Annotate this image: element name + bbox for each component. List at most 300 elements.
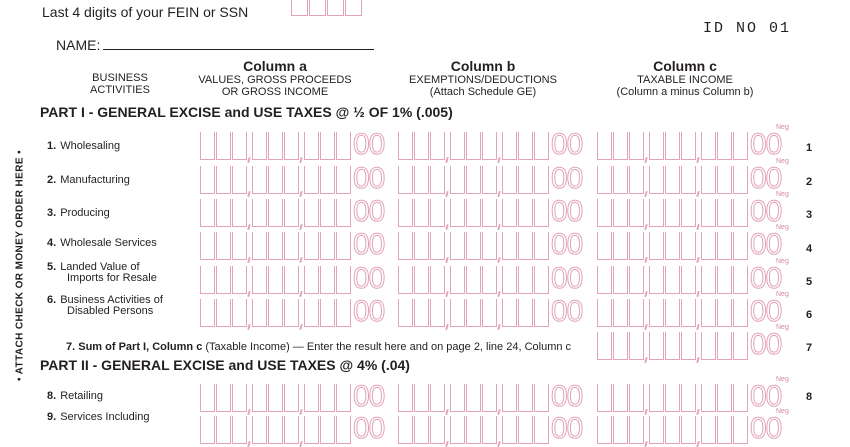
digit-box[interactable] bbox=[466, 232, 481, 260]
digit-box[interactable] bbox=[450, 132, 465, 160]
column-a-amount-field[interactable] bbox=[200, 412, 384, 444]
column-c-amount-field[interactable] bbox=[597, 412, 781, 444]
digit-box[interactable] bbox=[268, 132, 283, 160]
digit-box[interactable] bbox=[398, 132, 413, 160]
name-field[interactable] bbox=[103, 49, 374, 50]
digit-box[interactable] bbox=[284, 416, 299, 444]
digit-box[interactable] bbox=[681, 166, 696, 194]
column-b-sub2: (Attach Schedule GE) bbox=[429, 86, 537, 98]
digit-box[interactable] bbox=[320, 199, 335, 227]
cents-zeros: 00 bbox=[353, 128, 385, 161]
digit-box[interactable] bbox=[466, 266, 481, 294]
line-8-label bbox=[47, 391, 103, 402]
digit-box[interactable] bbox=[304, 199, 319, 227]
digit-box[interactable] bbox=[284, 132, 299, 160]
digit-box[interactable] bbox=[665, 199, 680, 227]
digit-box[interactable] bbox=[733, 132, 748, 160]
right-line-number: 6 bbox=[806, 309, 813, 321]
digit-box[interactable] bbox=[629, 232, 644, 260]
column-c-amount-field[interactable] bbox=[597, 195, 781, 227]
digit-box[interactable] bbox=[398, 416, 413, 444]
digit-box[interactable] bbox=[252, 232, 267, 260]
digit-box[interactable] bbox=[284, 266, 299, 294]
thousands-separator bbox=[697, 332, 701, 360]
digit-box[interactable] bbox=[665, 384, 680, 412]
column-c-amount-field[interactable] bbox=[597, 328, 781, 360]
digit-box[interactable] bbox=[665, 132, 680, 160]
digit-box[interactable] bbox=[216, 266, 231, 294]
digit-box[interactable] bbox=[398, 199, 413, 227]
digit-box[interactable] bbox=[649, 199, 664, 227]
digit-box[interactable] bbox=[733, 332, 748, 360]
digit-box[interactable] bbox=[414, 232, 429, 260]
digit-box[interactable] bbox=[284, 166, 299, 194]
cents-zeros: 00 bbox=[750, 295, 782, 328]
digit-box[interactable] bbox=[717, 132, 732, 160]
digit-box[interactable] bbox=[430, 232, 445, 260]
digit-box[interactable] bbox=[733, 384, 748, 412]
digit-box[interactable] bbox=[450, 384, 465, 412]
column-b-amount-field[interactable] bbox=[398, 228, 582, 260]
digit-box[interactable] bbox=[304, 266, 319, 294]
digit-box[interactable] bbox=[252, 132, 267, 160]
digit-box[interactable] bbox=[502, 384, 517, 412]
digit-box[interactable] bbox=[216, 232, 231, 260]
column-c-sub2: (Column a minus Column b) bbox=[616, 86, 754, 98]
digit-box[interactable] bbox=[414, 166, 429, 194]
digit-box[interactable] bbox=[701, 132, 716, 160]
digit-box[interactable] bbox=[733, 299, 748, 327]
digit-box[interactable] bbox=[320, 166, 335, 194]
column-c-amount-field[interactable] bbox=[597, 128, 781, 160]
digit-box[interactable] bbox=[701, 199, 716, 227]
digit-box[interactable] bbox=[534, 166, 549, 194]
negative-indicator: Neg bbox=[776, 158, 789, 165]
digit-box[interactable] bbox=[701, 166, 716, 194]
digit-box[interactable] bbox=[216, 384, 231, 412]
column-c-amount-field[interactable] bbox=[597, 380, 781, 412]
digit-box[interactable] bbox=[518, 232, 533, 260]
digit-box[interactable] bbox=[613, 199, 628, 227]
column-c-amount-field[interactable] bbox=[597, 295, 781, 327]
column-b-amount-field[interactable] bbox=[398, 295, 582, 327]
digit-box[interactable] bbox=[252, 166, 267, 194]
digit-box[interactable] bbox=[320, 266, 335, 294]
digit-box[interactable] bbox=[216, 132, 231, 160]
digit-box[interactable] bbox=[681, 332, 696, 360]
digit-box[interactable] bbox=[518, 266, 533, 294]
cents-zeros: 00 bbox=[353, 195, 385, 228]
digit-box[interactable] bbox=[200, 266, 215, 294]
digit-box[interactable] bbox=[320, 384, 335, 412]
line-number: 7. bbox=[66, 341, 76, 353]
digit-box[interactable] bbox=[613, 232, 628, 260]
digit-box[interactable] bbox=[216, 166, 231, 194]
line-2-label bbox=[47, 175, 130, 186]
digit-box[interactable] bbox=[502, 299, 517, 327]
digit-box[interactable] bbox=[466, 416, 481, 444]
digit-box[interactable] bbox=[284, 199, 299, 227]
digit-box[interactable] bbox=[701, 266, 716, 294]
right-line-number: 3 bbox=[806, 209, 813, 221]
column-c-amount-field[interactable] bbox=[597, 262, 781, 294]
digit-box[interactable] bbox=[649, 416, 664, 444]
digit-box[interactable] bbox=[200, 232, 215, 260]
digit-box[interactable] bbox=[681, 384, 696, 412]
thousands-separator bbox=[300, 232, 304, 260]
digit-box[interactable] bbox=[717, 332, 732, 360]
digit-box[interactable] bbox=[482, 299, 497, 327]
thousands-separator bbox=[300, 416, 304, 444]
digit-box[interactable] bbox=[534, 266, 549, 294]
digit-box[interactable] bbox=[665, 332, 680, 360]
digit-box[interactable] bbox=[284, 384, 299, 412]
digit-box[interactable] bbox=[232, 266, 247, 294]
digit-box[interactable] bbox=[268, 166, 283, 194]
column-b-title: Column b bbox=[450, 58, 516, 74]
thousands-separator bbox=[645, 232, 649, 260]
digit-box[interactable] bbox=[450, 416, 465, 444]
digit-box[interactable] bbox=[681, 299, 696, 327]
digit-box[interactable] bbox=[252, 299, 267, 327]
column-a-amount-field[interactable] bbox=[200, 295, 384, 327]
digit-box[interactable] bbox=[665, 299, 680, 327]
column-b-amount-field[interactable] bbox=[398, 412, 582, 444]
digit-box[interactable] bbox=[336, 299, 351, 327]
part-1-header: PART I - GENERAL EXCISE and USE TAXES @ ½ OF 1% (.005) bbox=[40, 104, 453, 120]
digit-box[interactable] bbox=[304, 299, 319, 327]
digit-box[interactable] bbox=[200, 384, 215, 412]
digit-box[interactable] bbox=[649, 232, 664, 260]
thousands-separator bbox=[697, 199, 701, 227]
digit-box[interactable] bbox=[717, 299, 732, 327]
digit-box[interactable] bbox=[502, 166, 517, 194]
digit-box[interactable] bbox=[597, 299, 612, 327]
digit-box[interactable] bbox=[733, 166, 748, 194]
digit-box[interactable] bbox=[336, 166, 351, 194]
digit-box[interactable] bbox=[216, 299, 231, 327]
digit-box[interactable] bbox=[629, 166, 644, 194]
digit-box[interactable] bbox=[665, 266, 680, 294]
digit-box[interactable] bbox=[629, 384, 644, 412]
digit-box[interactable] bbox=[304, 166, 319, 194]
digit-box[interactable] bbox=[216, 416, 231, 444]
digit-box[interactable] bbox=[232, 132, 247, 160]
digit-box[interactable] bbox=[629, 266, 644, 294]
digit-box[interactable] bbox=[430, 132, 445, 160]
digit-box[interactable] bbox=[252, 266, 267, 294]
digit-box[interactable] bbox=[613, 416, 628, 444]
digit-box[interactable] bbox=[398, 266, 413, 294]
fein-digit-box[interactable] bbox=[309, 0, 326, 16]
column-b-sub1: EXEMPTIONS/DEDUCTIONS bbox=[409, 74, 557, 86]
column-b-heading bbox=[388, 58, 578, 98]
digit-box[interactable] bbox=[284, 299, 299, 327]
digit-box[interactable] bbox=[717, 232, 732, 260]
digit-box[interactable] bbox=[649, 384, 664, 412]
digit-box[interactable] bbox=[414, 299, 429, 327]
digit-box[interactable] bbox=[613, 299, 628, 327]
digit-box[interactable] bbox=[482, 384, 497, 412]
digit-box[interactable] bbox=[518, 299, 533, 327]
digit-box[interactable] bbox=[232, 199, 247, 227]
digit-box[interactable] bbox=[613, 166, 628, 194]
name-label: NAME: bbox=[56, 37, 101, 53]
cents-zeros: 00 bbox=[551, 162, 583, 195]
digit-box[interactable] bbox=[681, 132, 696, 160]
digit-box[interactable] bbox=[398, 166, 413, 194]
digit-box[interactable] bbox=[320, 132, 335, 160]
digit-box[interactable] bbox=[336, 132, 351, 160]
digit-box[interactable] bbox=[502, 132, 517, 160]
digit-box[interactable] bbox=[268, 199, 283, 227]
digit-box[interactable] bbox=[502, 416, 517, 444]
digit-box[interactable] bbox=[502, 199, 517, 227]
digit-box[interactable] bbox=[200, 416, 215, 444]
digit-box[interactable] bbox=[232, 384, 247, 412]
digit-box[interactable] bbox=[629, 332, 644, 360]
thousands-separator bbox=[300, 266, 304, 294]
digit-box[interactable] bbox=[518, 199, 533, 227]
digit-box[interactable] bbox=[717, 266, 732, 294]
column-b-amount-field[interactable] bbox=[398, 162, 582, 194]
digit-box[interactable] bbox=[216, 199, 231, 227]
digit-box[interactable] bbox=[534, 232, 549, 260]
digit-box[interactable] bbox=[200, 299, 215, 327]
digit-box[interactable] bbox=[252, 199, 267, 227]
digit-box[interactable] bbox=[304, 416, 319, 444]
line-number: 6. bbox=[47, 294, 57, 306]
digit-box[interactable] bbox=[284, 232, 299, 260]
digit-box[interactable] bbox=[681, 416, 696, 444]
digit-box[interactable] bbox=[336, 266, 351, 294]
digit-box[interactable] bbox=[649, 266, 664, 294]
fein-input[interactable] bbox=[291, 0, 363, 16]
column-b-amount-field[interactable] bbox=[398, 262, 582, 294]
digit-box[interactable] bbox=[649, 132, 664, 160]
digit-box[interactable] bbox=[252, 416, 267, 444]
digit-box[interactable] bbox=[629, 199, 644, 227]
digit-box[interactable] bbox=[701, 299, 716, 327]
line-1-label bbox=[47, 141, 120, 152]
digit-box[interactable] bbox=[629, 416, 644, 444]
digit-box[interactable] bbox=[200, 132, 215, 160]
fein-digit-box[interactable] bbox=[327, 0, 344, 16]
column-a-amount-field[interactable] bbox=[200, 128, 384, 160]
digit-box[interactable] bbox=[597, 332, 612, 360]
digit-box[interactable] bbox=[613, 266, 628, 294]
digit-box[interactable] bbox=[733, 416, 748, 444]
digit-box[interactable] bbox=[597, 384, 612, 412]
digit-box[interactable] bbox=[466, 166, 481, 194]
thousands-separator bbox=[498, 199, 502, 227]
thousands-separator bbox=[645, 266, 649, 294]
digit-box[interactable] bbox=[733, 266, 748, 294]
digit-box[interactable] bbox=[414, 132, 429, 160]
thousands-separator bbox=[697, 416, 701, 444]
digit-box[interactable] bbox=[681, 266, 696, 294]
thousands-separator bbox=[697, 132, 701, 160]
digit-box[interactable] bbox=[336, 416, 351, 444]
digit-box[interactable] bbox=[733, 232, 748, 260]
digit-box[interactable] bbox=[450, 232, 465, 260]
digit-box[interactable] bbox=[336, 199, 351, 227]
digit-box[interactable] bbox=[398, 299, 413, 327]
digit-box[interactable] bbox=[629, 132, 644, 160]
digit-box[interactable] bbox=[665, 232, 680, 260]
digit-box[interactable] bbox=[268, 232, 283, 260]
digit-box[interactable] bbox=[502, 232, 517, 260]
digit-box[interactable] bbox=[649, 166, 664, 194]
column-a-amount-field[interactable] bbox=[200, 262, 384, 294]
cents-zeros: 00 bbox=[551, 412, 583, 445]
digit-box[interactable] bbox=[450, 266, 465, 294]
digit-box[interactable] bbox=[518, 166, 533, 194]
digit-box[interactable] bbox=[414, 416, 429, 444]
digit-box[interactable] bbox=[252, 384, 267, 412]
digit-box[interactable] bbox=[717, 416, 732, 444]
digit-box[interactable] bbox=[398, 232, 413, 260]
digit-box[interactable] bbox=[320, 232, 335, 260]
digit-box[interactable] bbox=[502, 266, 517, 294]
digit-box[interactable] bbox=[482, 132, 497, 160]
digit-box[interactable] bbox=[450, 166, 465, 194]
digit-box[interactable] bbox=[518, 132, 533, 160]
column-c-amount-field[interactable] bbox=[597, 228, 781, 260]
digit-box[interactable] bbox=[466, 132, 481, 160]
digit-box[interactable] bbox=[430, 199, 445, 227]
line-5-label bbox=[47, 262, 157, 284]
digit-box[interactable] bbox=[534, 132, 549, 160]
digit-box[interactable] bbox=[232, 232, 247, 260]
digit-box[interactable] bbox=[430, 266, 445, 294]
digit-box[interactable] bbox=[717, 166, 732, 194]
line-7-label bbox=[66, 341, 571, 353]
digit-box[interactable] bbox=[450, 199, 465, 227]
thousands-separator bbox=[645, 416, 649, 444]
cents-zeros: 00 bbox=[551, 128, 583, 161]
digit-box[interactable] bbox=[398, 384, 413, 412]
digit-box[interactable] bbox=[232, 416, 247, 444]
cents-zeros: 00 bbox=[353, 162, 385, 195]
digit-box[interactable] bbox=[268, 416, 283, 444]
digit-box[interactable] bbox=[268, 299, 283, 327]
digit-box[interactable] bbox=[232, 166, 247, 194]
digit-box[interactable] bbox=[466, 199, 481, 227]
column-a-amount-field[interactable] bbox=[200, 380, 384, 412]
thousands-separator bbox=[498, 232, 502, 260]
digit-box[interactable] bbox=[482, 232, 497, 260]
thousands-separator bbox=[248, 132, 252, 160]
digit-box[interactable] bbox=[304, 384, 319, 412]
column-a-amount-field[interactable] bbox=[200, 228, 384, 260]
column-b-amount-field[interactable] bbox=[398, 195, 582, 227]
digit-box[interactable] bbox=[466, 299, 481, 327]
line-8-text: Retailing bbox=[60, 390, 103, 402]
digit-box[interactable] bbox=[518, 384, 533, 412]
digit-box[interactable] bbox=[430, 384, 445, 412]
digit-box[interactable] bbox=[232, 299, 247, 327]
digit-box[interactable] bbox=[597, 199, 612, 227]
digit-box[interactable] bbox=[482, 416, 497, 444]
digit-box[interactable] bbox=[268, 384, 283, 412]
digit-box[interactable] bbox=[701, 384, 716, 412]
digit-box[interactable] bbox=[268, 266, 283, 294]
digit-box[interactable] bbox=[518, 416, 533, 444]
digit-box[interactable] bbox=[629, 299, 644, 327]
part-2-header: PART II - GENERAL EXCISE and USE TAXES @ 4% (.04) bbox=[40, 357, 410, 373]
digit-box[interactable] bbox=[597, 166, 612, 194]
digit-box[interactable] bbox=[717, 199, 732, 227]
line-6-text-1: Business Activities of bbox=[60, 294, 163, 306]
fein-digit-box[interactable] bbox=[345, 0, 362, 16]
column-c-amount-field[interactable] bbox=[597, 162, 781, 194]
column-b-amount-field[interactable] bbox=[398, 128, 582, 160]
digit-box[interactable] bbox=[450, 299, 465, 327]
digit-box[interactable] bbox=[649, 299, 664, 327]
digit-box[interactable] bbox=[430, 416, 445, 444]
digit-box[interactable] bbox=[482, 199, 497, 227]
cents-zeros: 00 bbox=[353, 412, 385, 445]
digit-box[interactable] bbox=[336, 232, 351, 260]
digit-box[interactable] bbox=[534, 199, 549, 227]
digit-box[interactable] bbox=[681, 199, 696, 227]
fein-digit-box[interactable] bbox=[291, 0, 308, 16]
thousands-separator bbox=[645, 332, 649, 360]
digit-box[interactable] bbox=[320, 416, 335, 444]
digit-box[interactable] bbox=[534, 384, 549, 412]
digit-box[interactable] bbox=[414, 266, 429, 294]
thousands-separator bbox=[300, 199, 304, 227]
digit-box[interactable] bbox=[336, 384, 351, 412]
digit-box[interactable] bbox=[597, 132, 612, 160]
digit-box[interactable] bbox=[597, 232, 612, 260]
digit-box[interactable] bbox=[649, 332, 664, 360]
digit-box[interactable] bbox=[320, 299, 335, 327]
digit-box[interactable] bbox=[200, 166, 215, 194]
digit-box[interactable] bbox=[665, 166, 680, 194]
digit-box[interactable] bbox=[304, 232, 319, 260]
digit-box[interactable] bbox=[613, 384, 628, 412]
column-b-amount-field[interactable] bbox=[398, 380, 582, 412]
digit-box[interactable] bbox=[414, 384, 429, 412]
digit-box[interactable] bbox=[701, 332, 716, 360]
digit-box[interactable] bbox=[701, 416, 716, 444]
digit-box[interactable] bbox=[304, 132, 319, 160]
digit-box[interactable] bbox=[482, 266, 497, 294]
digit-box[interactable] bbox=[665, 416, 680, 444]
digit-box[interactable] bbox=[701, 232, 716, 260]
digit-box[interactable] bbox=[613, 332, 628, 360]
thousands-separator bbox=[300, 166, 304, 194]
digit-box[interactable] bbox=[597, 416, 612, 444]
digit-box[interactable] bbox=[613, 132, 628, 160]
digit-box[interactable] bbox=[534, 299, 549, 327]
column-a-amount-field[interactable] bbox=[200, 195, 384, 227]
digit-box[interactable] bbox=[200, 199, 215, 227]
column-a-amount-field[interactable] bbox=[200, 162, 384, 194]
digit-box[interactable] bbox=[466, 384, 481, 412]
digit-box[interactable] bbox=[597, 266, 612, 294]
digit-box[interactable] bbox=[430, 299, 445, 327]
digit-box[interactable] bbox=[681, 232, 696, 260]
digit-box[interactable] bbox=[733, 199, 748, 227]
digit-box[interactable] bbox=[482, 166, 497, 194]
digit-box[interactable] bbox=[430, 166, 445, 194]
digit-box[interactable] bbox=[717, 384, 732, 412]
digit-box[interactable] bbox=[414, 199, 429, 227]
digit-box[interactable] bbox=[534, 416, 549, 444]
